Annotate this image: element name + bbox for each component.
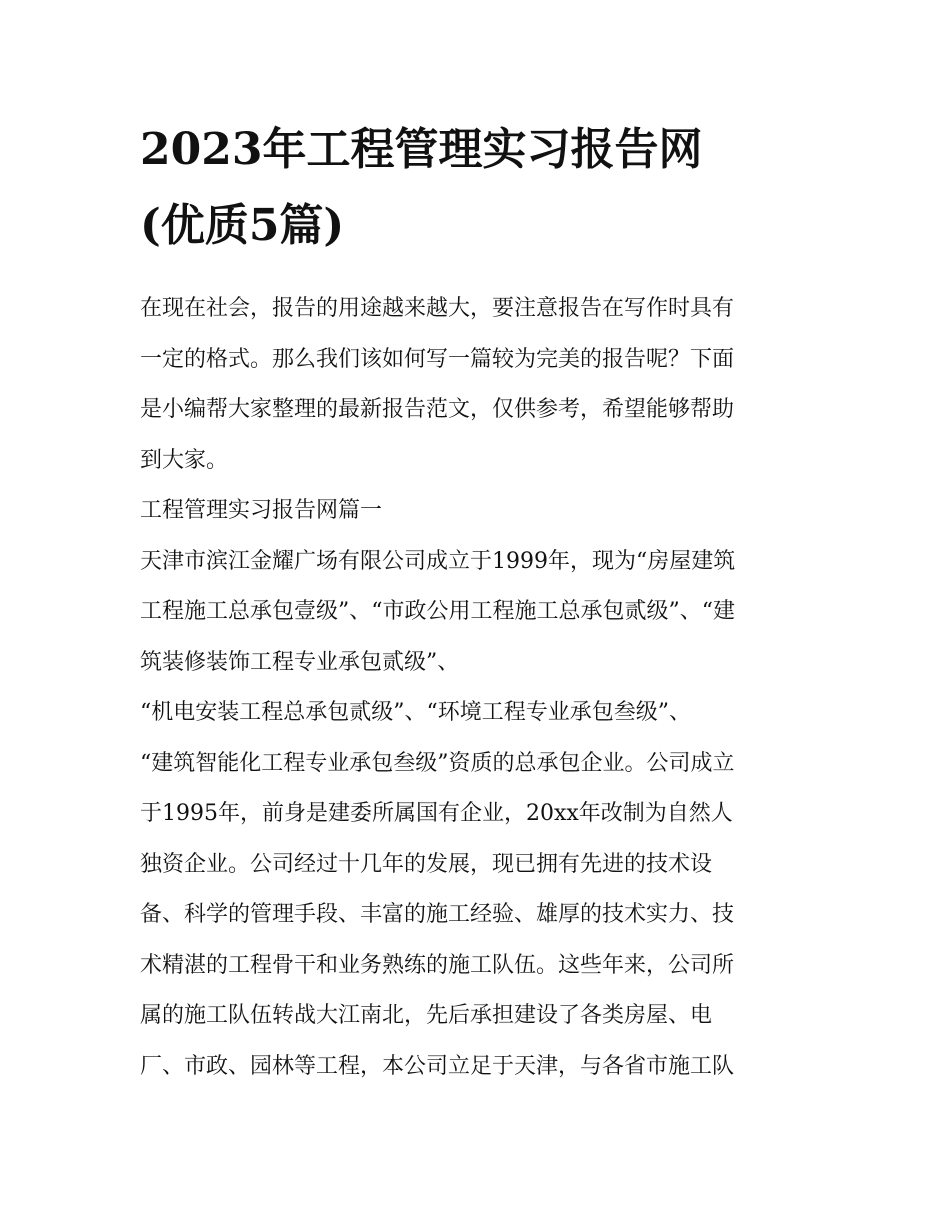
section-paragraph <box>140 537 812 1093</box>
text-line: 到大家。 <box>140 447 229 473</box>
section-heading <box>140 486 812 537</box>
text-line: 工程施工总承包壹级”、“市政公用工程施工总承包贰级”、“建 <box>140 599 735 624</box>
text-line: 一定的格式。那么我们该如何写一篇较为完美的报告呢？下面 <box>140 346 735 372</box>
intro-paragraph <box>140 284 812 486</box>
text-line: “机电安装工程总承包贰级”、“环境工程专业承包叁级”、 <box>140 700 691 725</box>
document-page <box>140 112 812 1092</box>
text-line: 工程管理实习报告网篇一 <box>140 498 383 523</box>
text-line: “建筑智能化工程专业承包叁级”资质的总承包企业。公司成立 <box>140 750 735 776</box>
title-line: (优质5篇) <box>140 200 345 251</box>
text-line: 术精湛的工程骨干和业务熟练的施工队伍。这些年来，公司所 <box>140 952 735 978</box>
text-line: 是小编帮大家整理的最新报告范文，仅供参考，希望能够帮助 <box>140 397 735 422</box>
text-line: 备、科学的管理手段、丰富的施工经验、雄厚的技术实力、技 <box>140 902 735 927</box>
text-line: 厂、市政、园林等工程，本公司立足于天津，与各省市施工队 <box>140 1053 735 1079</box>
document-body <box>140 284 812 1092</box>
text-line: 属的施工队伍转战大江南北，先后承担建设了各类房屋、电 <box>140 1003 713 1028</box>
text-line: 于1995年，前身是建委所属国有企业，20xx年改制为自然人 <box>140 801 733 826</box>
text-line: 独资企业。公司经过十几年的发展，现已拥有先进的技术设 <box>140 851 713 877</box>
text-line: 筑装修装饰工程专业承包贰级”、 <box>140 649 460 675</box>
text-line: 天津市滨江金耀广场有限公司成立于1999年，现为“房屋建筑 <box>140 548 736 574</box>
title-line: 2023年工程管理实习报告网 <box>140 124 703 175</box>
text-line: 在现在社会，报告的用途越来越大，要注意报告在写作时具有 <box>140 296 735 321</box>
document-title <box>140 112 812 264</box>
